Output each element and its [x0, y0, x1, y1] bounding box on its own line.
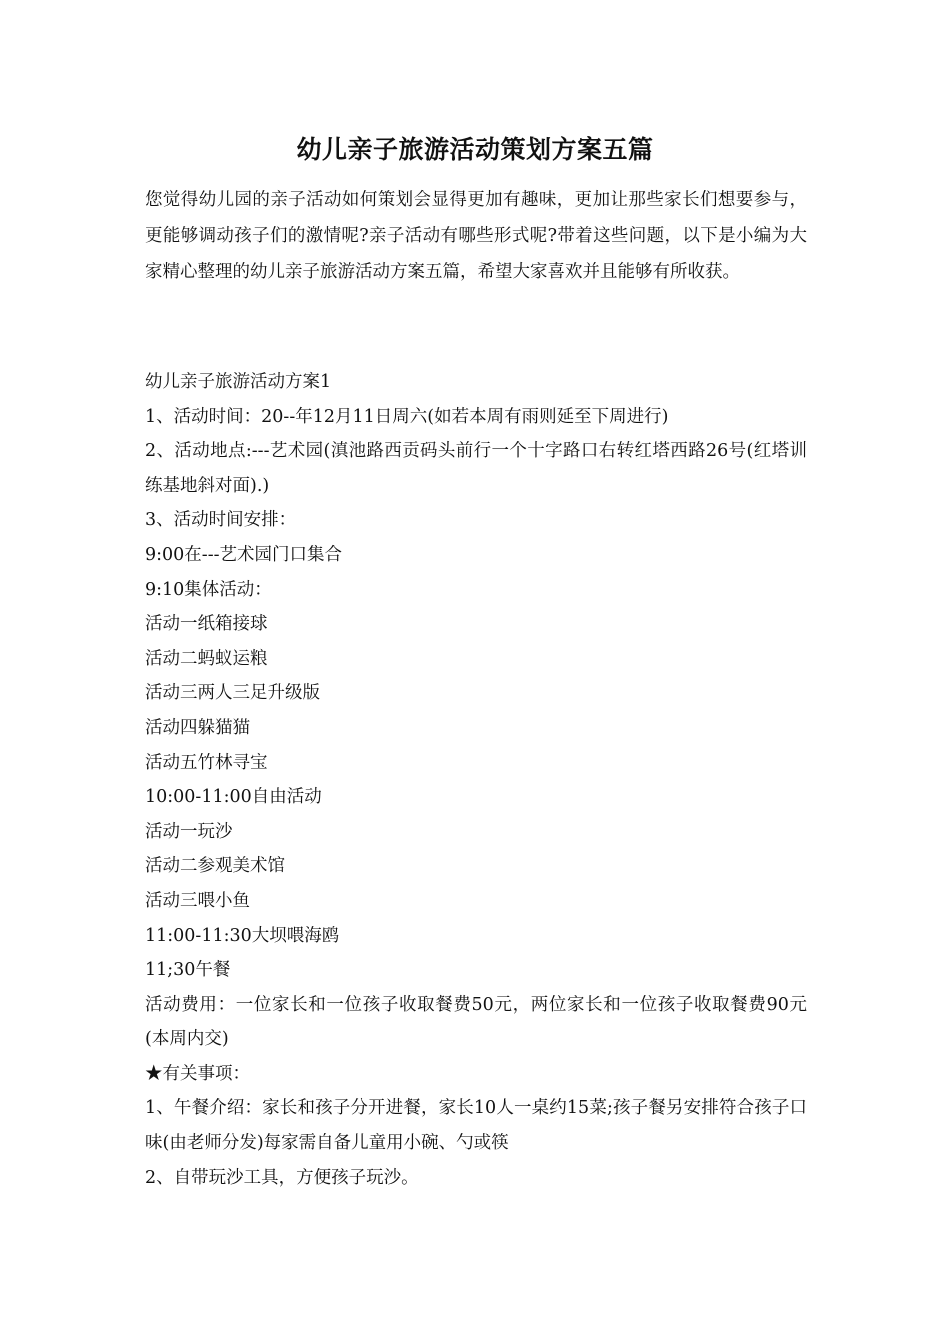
body-line: ★有关事项：: [145, 1063, 250, 1084]
section-heading: 幼儿亲子旅游活动方案1: [145, 372, 332, 392]
document-title: 幼儿亲子旅游活动策划方案五篇: [296, 135, 654, 164]
body-line: 2、自带玩沙工具，方便孩子玩沙。: [145, 1167, 419, 1188]
body-line: 11;30午餐: [145, 960, 231, 981]
body-line: 1、午餐介绍：家长和孩子分开进餐，家长10人一桌约15菜;孩子餐另安排符合孩子口味(由老师分发)每家需自备儿童用小碗、勺或筷: [145, 1098, 807, 1154]
body-line: 活动三两人三足升级版: [145, 683, 320, 704]
body-line: 活动五竹林寻宝: [145, 752, 268, 773]
body-line: 活动一玩沙: [145, 821, 233, 842]
body-line: 10:00-11:00自由活动: [145, 787, 322, 808]
intro-paragraph: 您觉得幼儿园的亲子活动如何策划会显得更加有趣味，更加让那些家长们想要参与，更能够调动孩子们的激情呢?亲子活动有哪些形式呢?带着这些问题，以下是小编为大家精心整理的幼儿亲子旅游活动方案五篇，希望大家喜欢并且能够有所收获。: [145, 190, 807, 282]
body-line: 1、活动时间：20--年12月11日周六(如若本周有雨则延至下周进行): [145, 406, 669, 427]
body-line: 活动二蚂蚁运粮: [145, 648, 268, 669]
body-line: 活动费用：一位家长和一位孩子收取餐费50元，两位家长和一位孩子收取餐费90元(本周内交): [145, 994, 807, 1050]
body-line: 活动四躲猫猫: [145, 717, 250, 738]
body-line: 活动三喂小鱼: [145, 890, 250, 911]
document-body: [145, 365, 807, 1195]
body-line: 活动二参观美术馆: [145, 856, 285, 877]
body-line: 11:00-11:30大坝喂海鸥: [145, 925, 340, 946]
body-line: 2、活动地点:---艺术园(滇池路西贡码头前行一个十字路口右转红塔西路26号(红塔训练基地斜对面).): [145, 441, 807, 496]
body-line: 9:00在---艺术园门口集合: [145, 544, 343, 565]
body-line: 活动一纸箱接球: [145, 614, 268, 635]
body-line: 9:10集体活动：: [145, 579, 272, 600]
body-line: 3、活动时间安排：: [145, 510, 297, 531]
